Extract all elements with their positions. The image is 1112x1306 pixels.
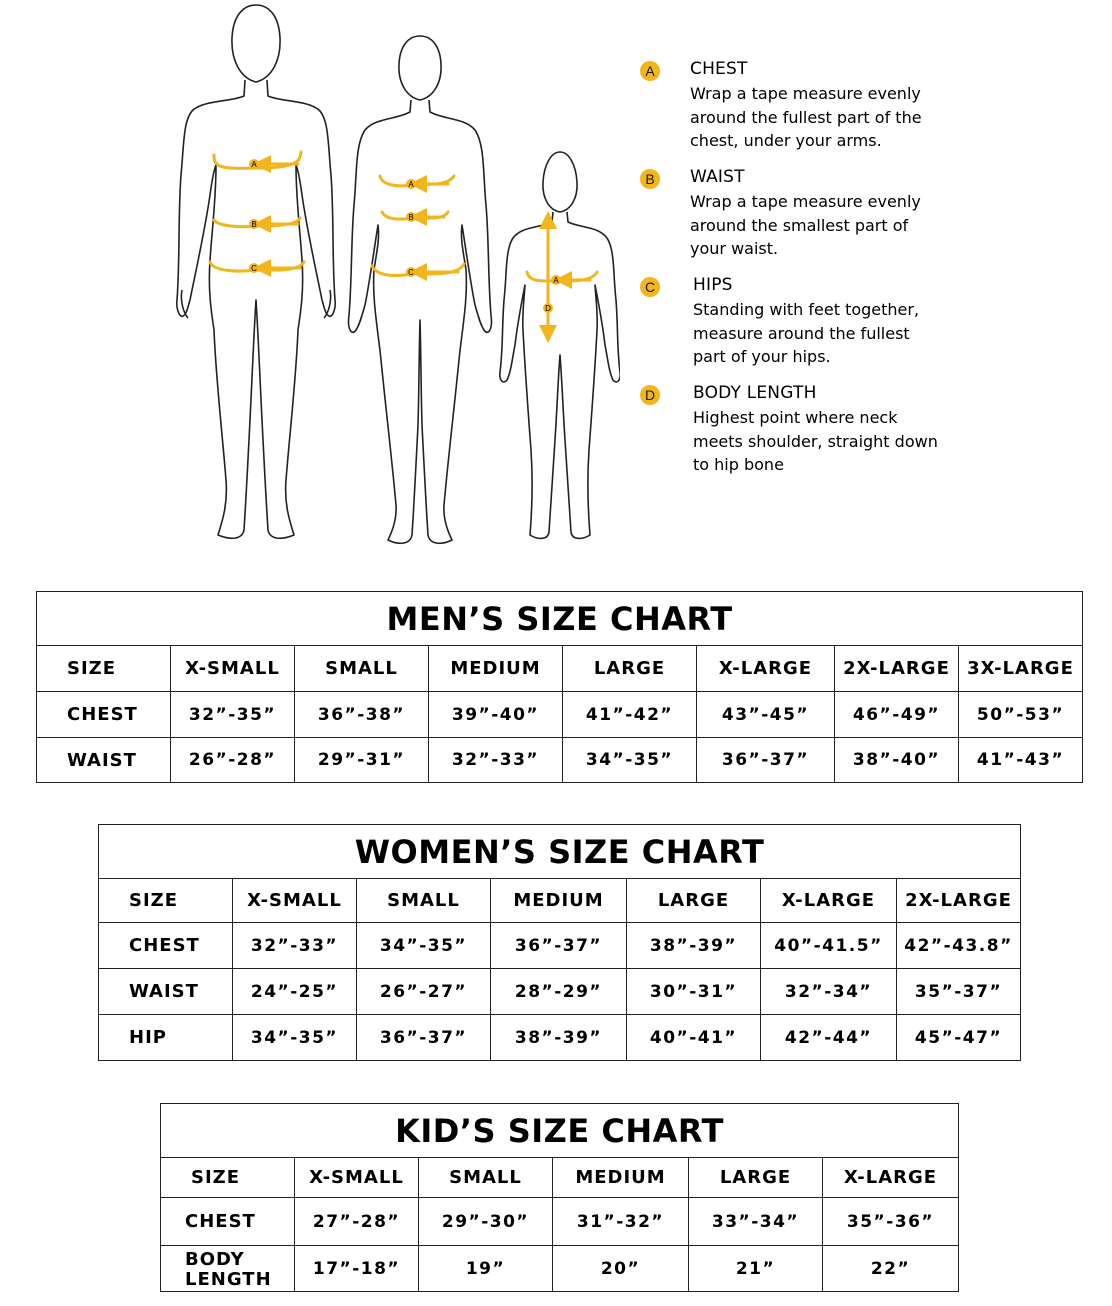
table-cell: 31”-32” [553, 1198, 689, 1246]
table-cell: 39”-40” [429, 692, 563, 738]
table-row [161, 1198, 959, 1246]
mens-size-chart [36, 591, 1083, 783]
header-cell: SIZE [99, 879, 233, 923]
header-cell: SMALL [357, 879, 491, 923]
legend-item-body-length [640, 383, 940, 483]
womens-size-chart [98, 824, 1021, 1061]
header-cell: X-LARGE [823, 1158, 959, 1198]
legend-description: Wrap a tape measure evenly around the fullest part of the chest, under your arms. [690, 84, 922, 150]
legend-description: Wrap a tape measure evenly around the smallest part of your waist. [690, 192, 921, 258]
legend-description: Highest point where neck meets shoulder, straight down to hip bone [693, 408, 938, 474]
table-cell: 50”-53” [959, 692, 1083, 738]
table-cell: 32”-33” [429, 738, 563, 783]
table-cell: 41”-42” [563, 692, 697, 738]
legend-item-waist [640, 167, 940, 267]
svg-text:B: B [251, 220, 257, 229]
table-cell: 32”-35” [171, 692, 295, 738]
table-row [99, 969, 1021, 1015]
table-cell: 42”-44” [761, 1015, 897, 1061]
svg-text:D: D [545, 304, 551, 313]
svg-text:C: C [408, 268, 414, 277]
chart-title: MEN’S SIZE CHART [37, 592, 1083, 646]
marker-b-icon: B [640, 169, 660, 189]
row-label: HIP [99, 1015, 233, 1061]
table-cell: 36”-37” [491, 923, 627, 969]
table-cell: 28”-29” [491, 969, 627, 1015]
svg-text:A: A [251, 160, 257, 169]
header-cell: 3X-LARGE [959, 646, 1083, 692]
header-cell: SIZE [37, 646, 171, 692]
header-cell: X-LARGE [697, 646, 835, 692]
table-cell: 24”-25” [233, 969, 357, 1015]
row-label [161, 1246, 295, 1292]
table-cell: 42”-43.8” [897, 923, 1021, 969]
table-row [99, 1015, 1021, 1061]
svg-text:A: A [553, 276, 559, 285]
table-cell: 36”-37” [357, 1015, 491, 1061]
table-header-row [99, 879, 1021, 923]
table-cell: 32”-34” [761, 969, 897, 1015]
table-cell: 17”-18” [295, 1246, 419, 1292]
kids-size-chart [160, 1103, 959, 1292]
marker-c-icon: C [640, 277, 660, 297]
table-cell: 45”-47” [897, 1015, 1021, 1061]
table-cell: 27”-28” [295, 1198, 419, 1246]
table-row [37, 738, 1083, 783]
table-cell: 32”-33” [233, 923, 357, 969]
header-cell: X-SMALL [295, 1158, 419, 1198]
table-cell: 34”-35” [357, 923, 491, 969]
table-cell: 43”-45” [697, 692, 835, 738]
row-label: CHEST [37, 692, 171, 738]
svg-text:C: C [251, 264, 257, 273]
measurement-lines [210, 152, 597, 334]
chart-title: WOMEN’S SIZE CHART [99, 825, 1021, 879]
row-label: WAIST [99, 969, 233, 1015]
row-label: CHEST [161, 1198, 295, 1246]
legend-item-chest [640, 59, 940, 159]
table-cell: 35”-37” [897, 969, 1021, 1015]
header-cell: X-LARGE [761, 879, 897, 923]
header-cell: MEDIUM [553, 1158, 689, 1198]
header-cell: LARGE [627, 879, 761, 923]
chart-title: KID’S SIZE CHART [161, 1104, 959, 1158]
header-cell: MEDIUM [491, 879, 627, 923]
table-cell: 19” [419, 1246, 553, 1292]
header-cell: 2X-LARGE [835, 646, 959, 692]
table-cell: 34”-35” [563, 738, 697, 783]
table-cell: 36”-38” [295, 692, 429, 738]
header-cell: X-SMALL [171, 646, 295, 692]
table-cell: 22” [823, 1246, 959, 1292]
header-cell: SMALL [295, 646, 429, 692]
table-cell: 33”-34” [689, 1198, 823, 1246]
header-cell: SMALL [419, 1158, 553, 1198]
header-cell: LARGE [689, 1158, 823, 1198]
row-label: WAIST [37, 738, 171, 783]
table-cell: 35”-36” [823, 1198, 959, 1246]
svg-text:B: B [408, 213, 414, 222]
table-cell: 40”-41” [627, 1015, 761, 1061]
table-row [37, 692, 1083, 738]
legend-title: CHEST [690, 59, 748, 79]
table-cell: 20” [553, 1246, 689, 1292]
table-cell: 34”-35” [233, 1015, 357, 1061]
table-row [99, 923, 1021, 969]
marker-a-icon: A [640, 61, 660, 81]
table-header-row [37, 646, 1083, 692]
legend-title: HIPS [693, 275, 733, 295]
row-label: CHEST [99, 923, 233, 969]
header-cell: MEDIUM [429, 646, 563, 692]
table-cell: 26”-28” [171, 738, 295, 783]
header-cell: SIZE [161, 1158, 295, 1198]
legend-title: BODY LENGTH [693, 383, 817, 403]
legend-title: WAIST [690, 167, 745, 187]
table-row [161, 1246, 959, 1292]
marker-d-icon: D [640, 385, 660, 405]
header-cell: 2X-LARGE [897, 879, 1021, 923]
table-cell: 38”-39” [627, 923, 761, 969]
table-cell: 41”-43” [959, 738, 1083, 783]
child-figure [500, 152, 620, 538]
table-cell: 38”-39” [491, 1015, 627, 1061]
table-cell: 29”-31” [295, 738, 429, 783]
header-cell: X-SMALL [233, 879, 357, 923]
table-cell: 36”-37” [697, 738, 835, 783]
table-cell: 40”-41.5” [761, 923, 897, 969]
table-header-row [161, 1158, 959, 1198]
row-label-line: BODY [185, 1248, 245, 1270]
table-cell: 30”-31” [627, 969, 761, 1015]
table-cell: 21” [689, 1246, 823, 1292]
woman-figure [349, 36, 492, 543]
table-cell: 46”-49” [835, 692, 959, 738]
legend-item-hips [640, 275, 940, 375]
table-cell: 38”-40” [835, 738, 959, 783]
svg-text:A: A [408, 180, 414, 189]
legend-description: Standing with feet together, measure around the fullest part of your hips. [693, 300, 920, 366]
row-label-line: LENGTH [185, 1268, 272, 1290]
header-cell: LARGE [563, 646, 697, 692]
table-cell: 26”-27” [357, 969, 491, 1015]
table-cell: 29”-30” [419, 1198, 553, 1246]
body-measurement-figures [150, 0, 620, 555]
